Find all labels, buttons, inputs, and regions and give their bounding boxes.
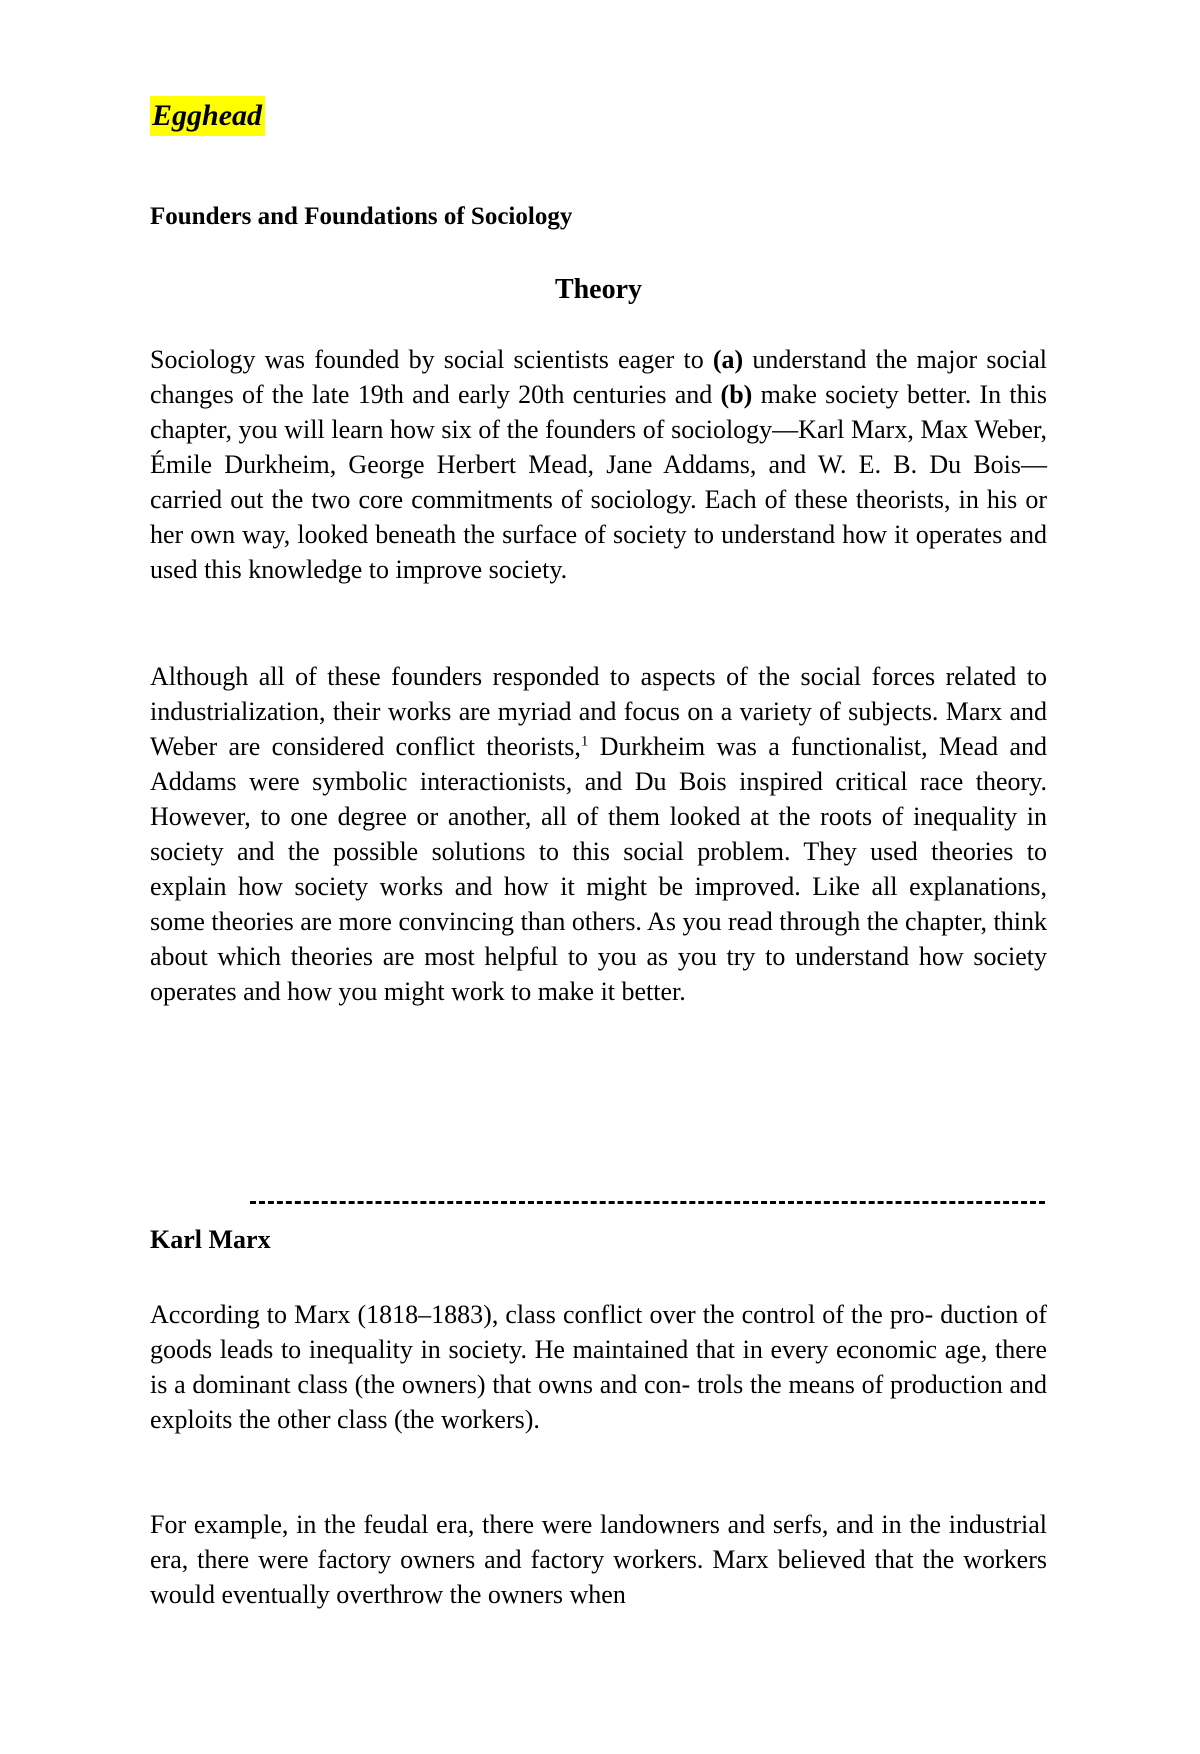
dashed-divider [250, 1201, 1045, 1204]
bold-marker-a: (a) [712, 345, 744, 374]
theory-paragraph-1 [150, 342, 1047, 587]
text-segment: make society better. In this chapter, you will learn how six of the founders of sociology—Karl Marx, Max Weber, Émile Durkheim, George Herbert Mead, Jane Addams, and W. E. B. Du Bois—carried out the two core commitments of sociology. Each of these theorists, in his or her own way, looked beneath the surface of society to understand how it operates and used this knowledge to improve society. [150, 380, 1047, 584]
brand-highlight: Egghead [150, 96, 265, 136]
text-segment: Although all of these founders responded to aspects of the social forces related to industrialization, their works are myriad and focus on a variety of subjects. Marx and Weber are considered conflict theorists, [150, 662, 1047, 761]
text-segment: Sociology was founded by social scientists eager to [150, 345, 713, 374]
bold-marker-b: (b) [720, 380, 753, 409]
text-segment: understand the major social changes of the late 19th and early 20th centuries and [150, 345, 1047, 409]
theory-paragraph-2 [150, 659, 1047, 1009]
document-title: Founders and Foundations of Sociology [150, 203, 573, 230]
section-heading-karl-marx: Karl Marx [150, 1225, 271, 1254]
section-heading-theory: Theory [554, 274, 643, 305]
marx-paragraph-1: According to Marx (1818–1883), class conflict over the control of the pro- duction of goods leads to inequality in society. He maintained that in every economic age, there is a dominant class (the owners) that owns and con- trols the means of production and exploits the other class (the workers). [150, 1300, 1047, 1434]
marx-paragraph-2: For example, in the feudal era, there were landowners and serfs, and in the industrial era, there were factory owners and factory workers. Marx believed that the workers would eventually overthrow the owners when [150, 1510, 1047, 1609]
footnote-marker: 1 [580, 733, 589, 750]
text-segment: Durkheim was a functionalist, Mead and Addams were symbolic interactionists, and Du Bois inspired critical race theory. However, to one degree or another, all of them looked at the roots of inequality in society and the possible solutions to this social problem. They used theories to explain how society works and how it might be improved. Like all explanations, some theories are more convincing than others. As you read through the chapter, think about which theories are most helpful to you as you try to understand how society operates and how you might work to make it better. [150, 732, 1048, 1006]
